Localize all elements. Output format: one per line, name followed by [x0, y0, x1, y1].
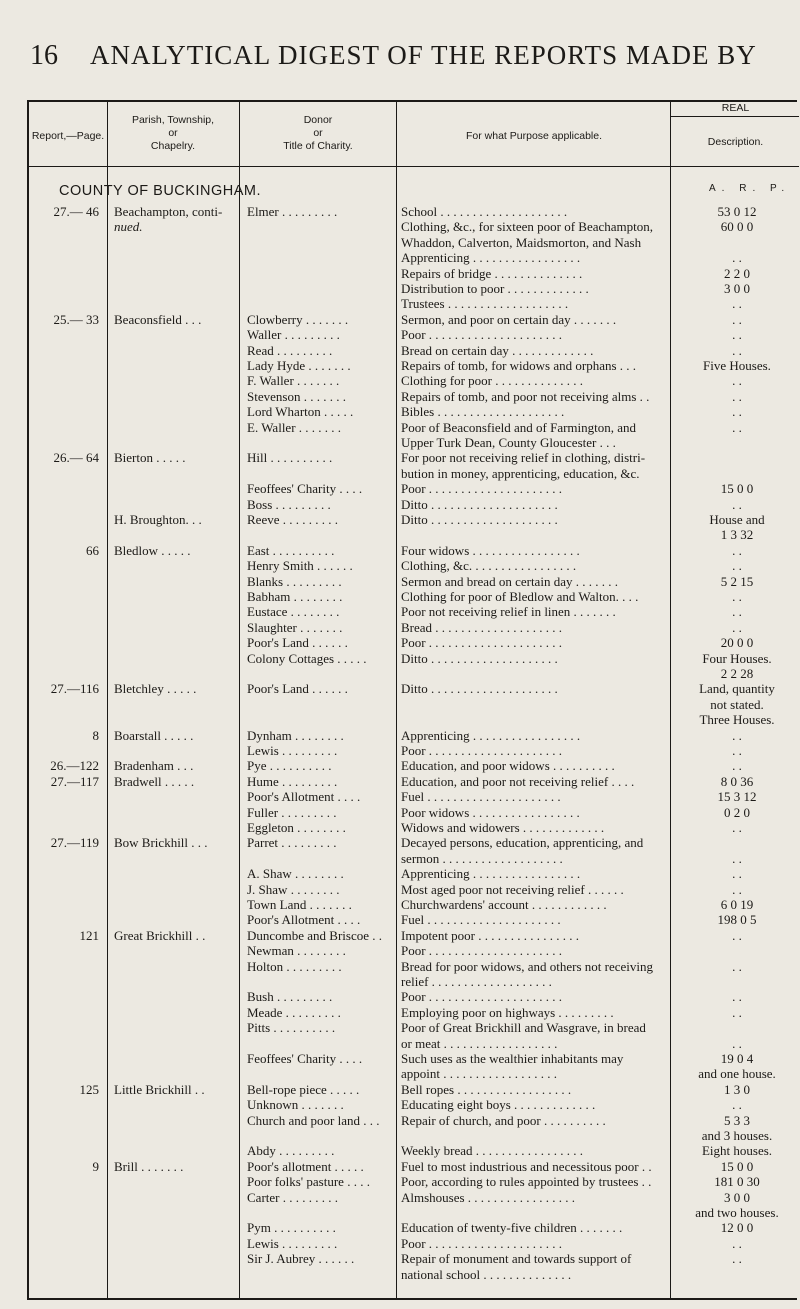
description-cell: . . — [732, 1097, 742, 1113]
description-cell: . . — [732, 404, 742, 420]
description-cell: . . — [732, 927, 742, 943]
purpose-cell: Employing poor on highways . . . . . . . . . — [401, 1004, 614, 1020]
donor-cell: Poor's Land . . . . . . — [247, 635, 348, 651]
description-cell: 53 0 12 — [717, 204, 757, 219]
report-page-cell: 27.— 46 — [53, 204, 99, 219]
purpose-cell: Bibles . . . . . . . . . . . . . . . . . . . . — [401, 404, 565, 420]
column-header-donor-line: Title of Charity. — [283, 140, 353, 152]
donor-cell: Abdy . . . . . . . . . — [247, 1143, 335, 1159]
purpose-cell: Poor . . . . . . . . . . . . . . . . . . . . . — [401, 635, 563, 651]
donor-cell: East . . . . . . . . . . — [247, 542, 335, 558]
purpose-cell: relief . . . . . . . . . . . . . . . . . . . — [401, 974, 552, 989]
description-cell: Eight houses. — [701, 1143, 773, 1159]
purpose-cell: Widows and widowers . . . . . . . . . . . . . — [401, 820, 605, 835]
donor-cell: Newman . . . . . . . . — [247, 943, 346, 959]
purpose-cell: Ditto . . . . . . . . . . . . . . . . . . . . — [401, 650, 558, 666]
parish-cell: Little Brickhill . . — [114, 1081, 205, 1097]
purpose-cell: Fuel . . . . . . . . . . . . . . . . . . . . . — [401, 789, 561, 805]
description-cell: and two houses. — [695, 1205, 779, 1220]
purpose-cell: Upper Turk Dean, County Gloucester . . . — [401, 435, 616, 450]
report-page-cell: 121 — [79, 927, 99, 943]
description-cell: 20 0 0 — [720, 635, 754, 651]
description-cell: 198 0 5 — [717, 912, 757, 928]
purpose-cell: Bread on certain day . . . . . . . . . . . . . — [401, 342, 594, 358]
description-cell: . . — [732, 820, 742, 835]
purpose-cell: Poor, according to rules appointed by trustees . . — [401, 1174, 652, 1190]
parish-cell: Bierton . . . . . — [114, 450, 186, 466]
description-cell: . . — [732, 881, 742, 897]
description-cell: 19 0 4 — [720, 1051, 754, 1066]
donor-cell: Clowberry . . . . . . . — [247, 311, 349, 327]
donor-cell: Poor's Land . . . . . . — [247, 681, 348, 697]
description-cell: 2 2 28 — [720, 666, 754, 681]
column-header-purpose: For what Purpose applicable. — [466, 130, 602, 142]
description-cell: 12 0 0 — [720, 1220, 754, 1236]
purpose-cell: Apprenticing . . . . . . . . . . . . . . . . . — [401, 250, 581, 266]
page-header — [0, 0, 800, 80]
description-cell: . . — [732, 342, 742, 358]
report-page-cell: 27.—117 — [50, 773, 99, 789]
description-cell: not stated. — [710, 696, 764, 712]
description-cell: . . — [732, 604, 742, 620]
parish-cell: Bledlow . . . . . — [114, 542, 191, 558]
donor-cell: Elmer . . . . . . . . . — [247, 204, 338, 219]
purpose-cell: Bread for poor widows, and others not receiving — [401, 958, 653, 974]
purpose-cell: Almshouses . . . . . . . . . . . . . . . . . — [401, 1189, 576, 1205]
description-cell: 3 0 0 — [724, 281, 750, 296]
donor-cell: Fuller . . . . . . . . . — [247, 804, 337, 820]
donor-cell: Poor folks' pasture . . . . — [247, 1174, 370, 1190]
parish-cell: Beachampton, conti- — [114, 204, 223, 219]
purpose-cell: Clothing for poor of Bledlow and Walton. . . . — [401, 589, 639, 604]
report-page-cell: 25.— 33 — [53, 311, 99, 327]
description-cell: 1 3 32 — [720, 527, 754, 543]
parish-cell: Bletchley . . . . . — [114, 681, 197, 697]
description-cell: . . — [732, 866, 742, 882]
parish-cell: Beaconsfield . . . — [114, 311, 202, 327]
parish-cell: H. Broughton. . . — [114, 512, 202, 527]
donor-cell: Feoffees' Charity . . . . — [247, 481, 363, 497]
purpose-cell: Poor . . . . . . . . . . . . . . . . . . . . . — [401, 481, 563, 497]
purpose-cell: sermon . . . . . . . . . . . . . . . . . . . — [401, 850, 563, 866]
donor-cell: Stevenson . . . . . . . — [247, 388, 346, 404]
description-cell: and 3 houses. — [701, 1128, 773, 1143]
purpose-cell: Poor not receiving relief in linen . . . . . . . — [401, 604, 616, 620]
description-cell: and one house. — [698, 1066, 776, 1082]
purpose-cell: Poor widows . . . . . . . . . . . . . . . . . — [401, 804, 580, 820]
purpose-cell: Poor . . . . . . . . . . . . . . . . . . . . . — [401, 743, 563, 758]
purpose-cell: Ditto . . . . . . . . . . . . . . . . . . . . — [401, 496, 558, 512]
donor-cell: Pye . . . . . . . . . . — [247, 758, 332, 774]
donor-cell: Eggleton . . . . . . . . — [247, 820, 346, 835]
description-cell: . . — [732, 1004, 742, 1020]
purpose-cell: Poor . . . . . . . . . . . . . . . . . . . . . — [401, 1235, 563, 1251]
donor-cell: E. Waller . . . . . . . — [247, 419, 342, 435]
description-cell: . . — [732, 989, 742, 1005]
report-page-cell: 9 — [92, 1158, 99, 1174]
county-heading: COUNTY OF BUCKINGHAM. — [59, 183, 261, 199]
description-cell: Three Houses. — [699, 712, 775, 728]
donor-cell: Hume . . . . . . . . . — [247, 773, 338, 789]
description-cell: . . — [732, 958, 742, 974]
donor-cell: Lord Wharton . . . . . — [247, 404, 354, 420]
purpose-cell: Education, and poor not receiving relief . . . . — [401, 773, 635, 789]
purpose-cell: Distribution to poor . . . . . . . . . . . . . — [401, 281, 589, 296]
purpose-cell: Clothing for poor . . . . . . . . . . . . . . — [401, 373, 583, 389]
purpose-cell: Weekly bread . . . . . . . . . . . . . . . . . — [401, 1143, 583, 1159]
donor-cell: Bell-rope piece . . . . . — [247, 1081, 360, 1097]
purpose-cell: Sermon, and poor on certain day . . . . . . . — [401, 311, 617, 327]
donor-cell: Holton . . . . . . . . . — [247, 958, 342, 974]
donor-cell: Colony Cottages . . . . . — [247, 650, 367, 666]
purpose-cell: Ditto . . . . . . . . . . . . . . . . . . . . — [401, 681, 558, 697]
donor-cell: Poor's Allotment . . . . — [247, 789, 361, 805]
description-cell: . . — [732, 589, 742, 604]
donor-cell: Duncombe and Briscoe . . — [247, 927, 383, 943]
description-cell: Four Houses. — [702, 650, 772, 666]
column-header-description: Description. — [707, 136, 764, 148]
purpose-cell: Repairs of tomb, and poor not receiving alms . . — [401, 388, 650, 404]
purpose-cell: Repairs of bridge . . . . . . . . . . . . . . — [401, 265, 583, 281]
description-cell: . . — [732, 850, 742, 866]
parish-cell: nued. — [114, 219, 143, 235]
donor-cell: Feoffees' Charity . . . . — [247, 1051, 363, 1066]
donor-cell: Carter . . . . . . . . . — [247, 1189, 338, 1205]
purpose-cell: Educating eight boys . . . . . . . . . . . . . — [401, 1097, 596, 1113]
description-cell: . . — [732, 758, 742, 774]
description-cell: 15 3 12 — [717, 789, 757, 805]
purpose-cell: Trustees . . . . . . . . . . . . . . . . . . . — [401, 296, 569, 312]
description-cell: 5 3 3 — [724, 1112, 750, 1128]
column-header-donor-line: Donor — [303, 114, 333, 126]
purpose-cell: Apprenticing . . . . . . . . . . . . . . . . . — [401, 866, 581, 882]
purpose-cell: national school . . . . . . . . . . . . . . — [401, 1266, 572, 1282]
purpose-cell: Most aged poor not receiving relief . . . . . . — [401, 881, 624, 897]
purpose-cell: Impotent poor . . . . . . . . . . . . . . . . — [401, 927, 580, 943]
donor-cell: Poor's Allotment . . . . — [247, 912, 361, 928]
purpose-cell: appoint . . . . . . . . . . . . . . . . . . — [401, 1066, 557, 1082]
purpose-cell: Ditto . . . . . . . . . . . . . . . . . . . . — [401, 512, 558, 527]
report-page-cell: 26.— 64 — [53, 450, 99, 466]
description-cell: 6 0 19 — [720, 897, 754, 912]
donor-cell: Eustace . . . . . . . . — [247, 604, 340, 620]
description-cell: 3 0 0 — [724, 1189, 750, 1205]
purpose-cell: or meat . . . . . . . . . . . . . . . . . . — [401, 1035, 558, 1051]
purpose-cell: Poor . . . . . . . . . . . . . . . . . . . . . — [401, 943, 563, 959]
column-header-real: REAL — [721, 102, 750, 114]
donor-cell: Babham . . . . . . . . — [247, 589, 343, 604]
description-cell: . . — [732, 1235, 742, 1251]
parish-cell: Bradwell . . . . . — [114, 773, 195, 789]
donor-cell: A. Shaw . . . . . . . . — [247, 866, 344, 882]
description-cell: . . — [732, 250, 742, 266]
column-header-parish-line: Chapelry. — [150, 140, 196, 152]
purpose-cell: Repair of church, and poor . . . . . . . . . . — [401, 1112, 606, 1128]
purpose-cell: Whaddon, Calverton, Maidsmorton, and Nash — [401, 234, 642, 250]
purpose-cell: Fuel . . . . . . . . . . . . . . . . . . . . . — [401, 912, 561, 928]
description-cell: Five Houses. — [703, 358, 771, 373]
purpose-cell: Bread . . . . . . . . . . . . . . . . . . . . — [401, 619, 563, 635]
purpose-cell: Poor . . . . . . . . . . . . . . . . . . . . . — [401, 327, 563, 343]
charity-ledger-table — [27, 100, 797, 1300]
donor-cell: Boss . . . . . . . . . — [247, 496, 331, 512]
description-cell: 0 2 0 — [724, 804, 750, 820]
purpose-cell: Poor . . . . . . . . . . . . . . . . . . . . . — [401, 989, 563, 1005]
purpose-cell: Education, and poor widows . . . . . . . . . . — [401, 758, 615, 774]
ledger-rows — [29, 102, 799, 1302]
purpose-cell: Sermon and bread on certain day . . . . . . . — [401, 573, 618, 589]
report-page-cell: 27.—119 — [50, 835, 99, 851]
purpose-cell: For poor not receiving relief in clothing, distri- — [401, 450, 646, 466]
donor-cell: Meade . . . . . . . . . — [247, 1004, 341, 1020]
column-header-parish-line: Parish, Township, — [131, 114, 215, 126]
description-cell: 5 2 15 — [720, 573, 754, 589]
report-page-cell: 27.—116 — [50, 681, 99, 697]
description-cell: 181 0 30 — [714, 1174, 760, 1190]
donor-cell: Town Land . . . . . . . — [247, 897, 352, 912]
parish-cell: Bow Brickhill . . . — [114, 835, 208, 851]
donor-cell: Sir J. Aubrey . . . . . . — [247, 1251, 355, 1267]
donor-cell: Parret . . . . . . . . . — [247, 835, 337, 851]
donor-cell: Church and poor land . . . — [247, 1112, 380, 1128]
column-header-donor-line: or — [313, 127, 323, 139]
donor-cell: Hill . . . . . . . . . . — [247, 450, 333, 466]
purpose-cell: Such uses as the wealthier inhabitants may — [401, 1051, 624, 1066]
running-title: ANALYTICAL DIGEST OF THE REPORTS MADE BY — [90, 40, 757, 70]
purpose-cell: Churchwardens' account . . . . . . . . . . . . — [401, 897, 607, 912]
donor-cell: Slaughter . . . . . . . — [247, 619, 343, 635]
purpose-cell: Decayed persons, education, apprenticing, and — [401, 835, 644, 851]
parish-cell: Boarstall . . . . . — [114, 727, 194, 743]
donor-cell: Waller . . . . . . . . . — [247, 327, 340, 343]
description-cell: . . — [732, 558, 742, 574]
parish-cell: Great Brickhill . . — [114, 927, 206, 943]
description-cell: . . — [732, 619, 742, 635]
donor-cell: Pym . . . . . . . . . . — [247, 1220, 336, 1236]
description-cell: . . — [732, 542, 742, 558]
donor-cell: J. Shaw . . . . . . . . — [247, 881, 340, 897]
purpose-cell: Clothing, &c., for sixteen poor of Beachampton, — [401, 219, 654, 235]
description-cell: . . — [732, 327, 742, 343]
donor-cell: Henry Smith . . . . . . — [247, 558, 353, 574]
description-cell: 2 2 0 — [724, 265, 750, 281]
purpose-cell: Apprenticing . . . . . . . . . . . . . . . . . — [401, 727, 581, 743]
donor-cell: Lewis . . . . . . . . . — [247, 1235, 338, 1251]
donor-cell: Lady Hyde . . . . . . . — [247, 358, 351, 373]
purpose-cell: Education of twenty-five children . . . . . . . — [401, 1220, 623, 1236]
description-cell: House and — [709, 512, 765, 527]
purpose-cell: Fuel to most industrious and necessitous poor . . — [401, 1158, 652, 1174]
description-cell: 60 0 0 — [720, 219, 754, 235]
description-cell: 8 0 36 — [720, 773, 754, 789]
donor-cell: Read . . . . . . . . . — [247, 342, 333, 358]
donor-cell: Bush . . . . . . . . . — [247, 989, 333, 1005]
purpose-cell: Bell ropes . . . . . . . . . . . . . . . . . . — [401, 1081, 572, 1097]
donor-cell: Lewis . . . . . . . . . — [247, 743, 338, 758]
column-header-parish-line: or — [168, 127, 178, 139]
purpose-cell: Repair of monument and towards support of — [401, 1251, 632, 1267]
description-cell: . . — [732, 296, 742, 312]
column-header-report: Report,—Page. — [31, 130, 105, 142]
description-cell: 15 0 0 — [720, 481, 754, 497]
donor-cell: Dynham . . . . . . . . — [247, 727, 344, 743]
description-cell: . . — [732, 727, 742, 743]
parish-cell: Brill . . . . . . . — [114, 1158, 184, 1174]
purpose-cell: Clothing, &c. . . . . . . . . . . . . . . . . — [401, 558, 577, 574]
donor-cell: Poor's allotment . . . . . — [247, 1158, 364, 1174]
description-cell: . . — [732, 373, 742, 389]
purpose-cell: bution in money, apprenticing, education, &c. — [401, 465, 640, 481]
description-cell: 15 0 0 — [720, 1158, 754, 1174]
description-cell: . . — [732, 1035, 742, 1051]
description-cell: . . — [732, 496, 742, 512]
report-page-cell: 125 — [79, 1081, 99, 1097]
description-cell: . . — [732, 311, 742, 327]
donor-cell: Blanks . . . . . . . . . — [247, 573, 342, 589]
report-page-cell: 66 — [86, 542, 99, 558]
donor-cell: Unknown . . . . . . . — [247, 1097, 344, 1113]
donor-cell: Pitts . . . . . . . . . . — [247, 1020, 336, 1036]
report-page-cell: 26.—122 — [50, 758, 99, 774]
purpose-cell: Poor of Beaconsfield and of Farmington, and — [401, 419, 637, 435]
donor-cell: F. Waller . . . . . . . — [247, 373, 340, 389]
description-cell: . . — [732, 1251, 742, 1267]
description-cell: . . — [732, 743, 742, 758]
purpose-cell: Poor of Great Brickhill and Wasgrave, in bread — [401, 1020, 646, 1036]
page-number: 16 — [30, 40, 58, 71]
description-cell: Land, quantity — [699, 681, 775, 697]
description-cell: . . — [732, 419, 742, 435]
description-cell: . . — [732, 388, 742, 404]
purpose-cell: Four widows . . . . . . . . . . . . . . . . . — [401, 542, 580, 558]
purpose-cell: Repairs of tomb, for widows and orphans . . . — [401, 358, 637, 373]
report-page-cell: 8 — [92, 727, 99, 743]
money-units: A. R. P. — [709, 183, 791, 194]
donor-cell: Reeve . . . . . . . . . — [247, 512, 338, 527]
parish-cell: Bradenham . . . — [114, 758, 194, 774]
description-cell: 1 3 0 — [724, 1081, 750, 1097]
purpose-cell: School . . . . . . . . . . . . . . . . . . . . — [401, 204, 568, 219]
